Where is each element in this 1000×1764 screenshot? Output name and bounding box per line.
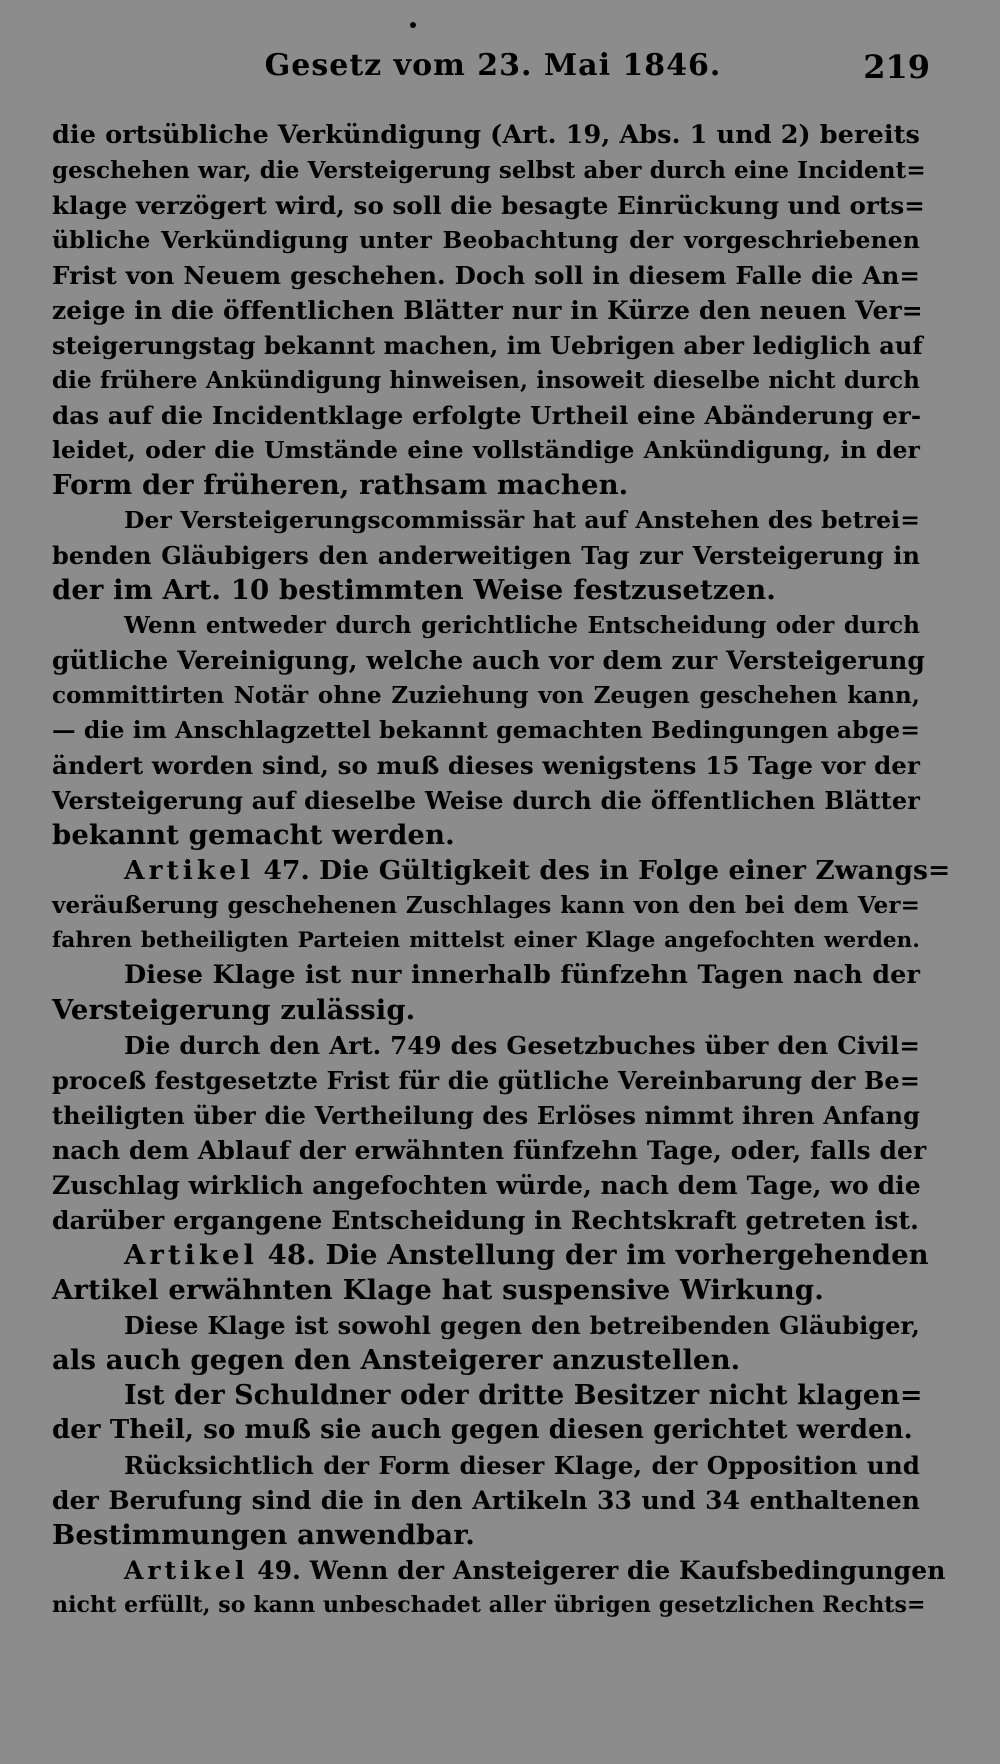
running-head: Gesetz vom 23. Mai 1846. [264,48,722,83]
text-line: committirten Notär ohne Zuziehung von Zeugen geschehen kann, [52,682,920,709]
text-line: veräußerung geschehenen Zuschlages kann von den bei dem Ver= [52,892,920,919]
text-line: das auf die Incidentklage erfolgte Urtheil eine Abänderung er- [52,401,922,430]
text-line: nicht erfüllt, so kann unbeschadet aller übrigen gesetzlichen Rechts= [52,1592,926,1618]
text-line-rest: 48. Die Anstellung der im vorhergehenden [257,1239,929,1271]
text-line-rest: 49. Wenn der Ansteigerer die Kaufsbedingungen [248,1556,946,1585]
text-line: als auch gegen den Ansteigerer anzustellen. [52,1344,741,1376]
text-line: geschehen war, die Versteigerung selbst aber durch eine Incident= [52,157,926,184]
page-number: 219 [863,48,930,86]
ink-speck [410,22,416,28]
text-line: — die im Anschlagzettel bekannt gemachten Bedingungen abge= [52,716,920,744]
body-text [52,118,951,1623]
article-label: Artikel [124,855,255,886]
text-line: Die durch den Art. 749 des Gesetzbuches über den Civil= [124,1031,920,1060]
text-line: Diese Klage ist nur innerhalb fünfzehn Tagen nach der [124,960,920,990]
text-line: der Theil, so muß sie auch gegen diesen gerichtet werden. [52,1415,913,1445]
text-line: zeige in die öffentlichen Blätter nur in Kürze den neuen Ver= [52,296,923,325]
text-line [52,853,951,888]
text-line-rest: 47. Die Gültigkeit des in Folge einer Zwangs= [254,855,951,886]
text-line: benden Gläubigers den anderweitigen Tag zur Versteigerung in [52,541,920,570]
text-line: übliche Verkündigung unter Beobachtung der vorgeschriebenen [52,226,920,254]
text-line: Versteigerung auf dieselbe Weise durch die öffentlichen Blätter [52,786,920,815]
text-line [52,1553,946,1588]
text-line: fahren betheiligten Parteien mittelst einer Klage angefochten werden. [52,928,920,953]
text-line: gütliche Vereinigung, welche auch vor dem zur Versteigerung [52,646,925,675]
article-label: Artikel [124,1239,258,1271]
text-line: Frist von Neuem geschehen. Doch soll in diesem Falle die An= [52,261,920,290]
text-line: die frühere Ankündigung hinweisen, insoweit dieselbe nicht durch [52,367,920,394]
text-line: darüber ergangene Entscheidung in Rechtskraft getreten ist. [52,1206,919,1235]
text-line: Artikel erwähnten Klage hat suspensive Wirkung. [52,1274,824,1306]
text-line: der Berufung sind die in den Artikeln 33 und 34 enthaltenen [52,1486,920,1515]
page-header [56,48,930,92]
text-line: Der Versteigerungscommissär hat auf Anstehen des betrei= [124,506,920,534]
text-line: proceß festgesetzte Frist für die gütliche Vereinbarung der Be= [52,1066,920,1095]
text-line: Wenn entweder durch gerichtliche Entscheidung oder durch [124,612,920,639]
text-line: nach dem Ablauf der erwähnten fünfzehn Tage, oder, falls der [52,1136,927,1165]
text-line: Zuschlag wirklich angefochten würde, nach dem Tage, wo die [52,1171,921,1200]
text-line: Rücksichtlich der Form dieser Klage, der Opposition und [124,1451,920,1480]
text-line: Bestimmungen anwendbar. [52,1519,475,1551]
text-line: Diese Klage ist sowohl gegen den betreibenden Gläubiger, [124,1311,920,1340]
text-line: der im Art. 10 bestimmten Weise festzusetzen. [52,574,776,606]
text-line: ändert worden sind, so muß dieses wenigstens 15 Tage vor der [52,751,920,780]
text-line: theiligten über die Vertheilung des Erlöses nimmt ihren Anfang [52,1101,920,1130]
text-line: Form der früheren, rathsam machen. [52,469,629,501]
article-label: Artikel [124,1556,249,1585]
text-line [52,1238,929,1273]
text-line: die ortsübliche Verkündigung (Art. 19, Abs. 1 und 2) bereits [52,120,920,150]
text-line: steigerungstag bekannt machen, im Uebrigen aber lediglich auf [52,331,923,360]
text-line: leidet, oder die Umstände eine vollständige Ankündigung, in der [52,436,920,464]
text-line: Ist der Schuldner oder dritte Besitzer nicht klagen= [124,1380,923,1411]
text-line: Versteigerung zulässig. [52,994,416,1026]
text-line: klage verzögert wird, so soll die besagte Einrückung und orts= [52,191,925,220]
text-line: bekannt gemacht werden. [52,819,455,851]
